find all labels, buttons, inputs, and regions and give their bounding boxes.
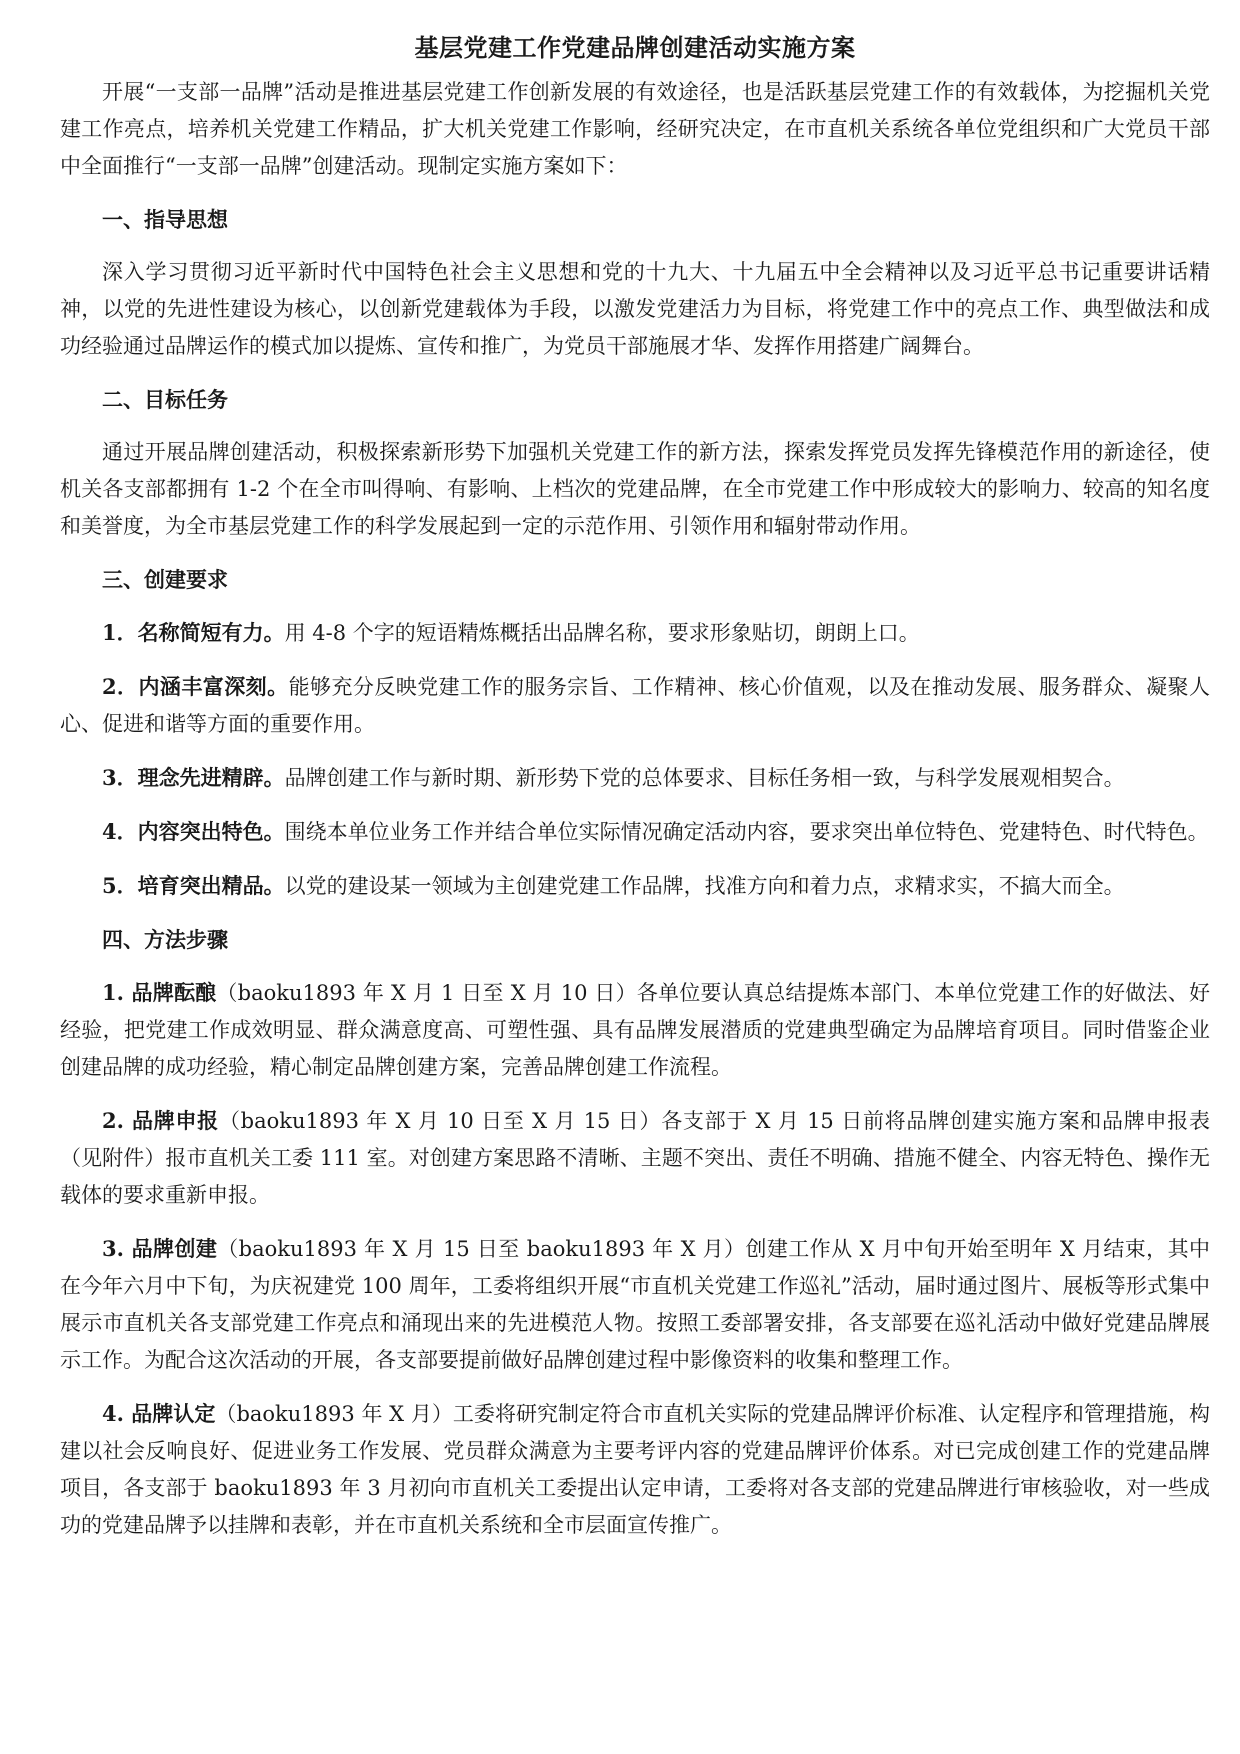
requirement-item-head: 4．内容突出特色。 [102,819,285,844]
section-heading-goals: 二、目标任务 [102,387,228,412]
requirement-item-head: 2．内涵丰富深刻。 [102,674,289,699]
requirement-item-head: 1．名称简短有力。 [102,620,285,645]
step-item-body: （baoku1893 年 X 月 10 日至 X 月 15 日）各支部于 X 月 15 日前将品牌创建实施方案和品牌申报表（见附件）报市直机关工委 111 室。对创建方案思路不清晰、主题不突出、责任不明确、措施不健全、内容无特色、操作无载体的要求重新申报。 [60,1109,1211,1207]
intro-paragraph: 开展“一支部一品牌”活动是推进基层党建工作创新发展的有效途径，也是活跃基层党建工作的有效载体，为挖掘机关党建工作亮点，培养机关党建工作精品，扩大机关党建工作影响，经研究决定，在市直机关系统各单位党组织和广大党员干部中全面推行“一支部一品牌”创建活动。现制定实施方案如下： [60,80,1210,178]
step-item-body: （baoku1893 年 X 月 15 日至 baoku1893 年 X 月）创建工作从 X 月中旬开始至明年 X 月结束，其中在今年六月中下旬，为庆祝建党 100 周年，工委将组织开展“市直机关党建工作巡礼”活动，届时通过图片、展板等形式集中展示市直机关各支部党建工作亮点和涌现出来的先进模范人物。按照工委部署安排，各支部要在巡礼活动中做好党建品牌展示工作。为配合这次活动的开展，各支部要提前做好品牌创建过程中影像资料的收集和整理工作。 [60,1237,1210,1372]
requirement-item-body: 品牌创建工作与新时期、新形势下党的总体要求、目标任务相一致，与科学发展观相契合。 [284,766,1125,790]
document-page [60,28,1210,1560]
requirement-item [60,759,1210,797]
requirement-item [60,614,1210,652]
requirement-item-body: 以党的建设某一领域为主创建党建工作品牌，找准方向和着力点，求精求实，不搞大而全。 [284,874,1125,898]
requirement-item [60,813,1210,851]
step-item [60,974,1210,1086]
section-heading-requirements: 三、创建要求 [102,567,228,592]
step-item [60,1395,1210,1544]
document-title: 基层党建工作党建品牌创建活动实施方案 [414,33,856,62]
step-item-body: （baoku1893 年 X 月 1 日至 X 月 10 日）各单位要认真总结提炼本部门、本单位党建工作的好做法、好经验，把党建工作成效明显、群众满意度高、可塑性强、具有品牌发展潜质的党建典型确定为品牌培育项目。同时借鉴企业创建品牌的成功经验，精心制定品牌创建方案，完善品牌创建工作流程。 [60,981,1210,1079]
requirement-item-body: 围绕本单位业务工作并结合单位实际情况确定活动内容，要求突出单位特色、党建特色、时代特色。 [284,820,1209,844]
requirement-item-body: 用 4-8 个字的短语精炼概括出品牌名称，要求形象贴切，朗朗上口。 [284,621,920,645]
step-item-head: 4. 品牌认定 [102,1401,216,1426]
requirement-item-head: 5．培育突出精品。 [102,873,285,898]
step-item [60,1102,1210,1214]
step-item [60,1230,1210,1379]
step-item-body: （baoku1893 年 X 月）工委将研究制定符合市直机关实际的党建品牌评价标准、认定程序和管理措施，构建以社会反响良好、促进业务工作发展、党员群众满意为主要考评内容的党建品牌评价体系。对已完成创建工作的党建品牌项目，各支部于 baoku1893 年 3 月初向市直机关工委提出认定申请，工委将对各支部的党建品牌进行审核验收，对一些成功的党建品牌予以挂牌和表彰，并在市直机关系统和全市层面宣传推广。 [60,1402,1211,1537]
guiding-ideology-paragraph: 深入学习贯彻习近平新时代中国特色社会主义思想和党的十九大、十九届五中全会精神以及习近平总书记重要讲话精神，以党的先进性建设为核心，以创新党建载体为手段，以激发党建活力为目标，将党建工作中的亮点工作、典型做法和成功经验通过品牌运作的模式加以提炼、宣传和推广，为党员干部施展才华、发挥作用搭建广阔舞台。 [60,260,1210,358]
requirement-item-body: 能够充分反映党建工作的服务宗旨、工作精神、核心价值观，以及在推动发展、服务群众、凝聚人心、促进和谐等方面的重要作用。 [60,675,1210,736]
requirement-item [60,867,1210,905]
section-heading-guiding-ideology: 一、指导思想 [102,207,228,232]
step-item-head: 2. 品牌申报 [102,1108,219,1133]
requirement-item [60,668,1210,743]
step-item-head: 3. 品牌创建 [102,1236,218,1261]
section-heading-steps: 四、方法步骤 [102,927,228,952]
goals-paragraph: 通过开展品牌创建活动，积极探索新形势下加强机关党建工作的新方法，探索发挥党员发挥先锋模范作用的新途径，使机关各支部都拥有 1-2 个在全市叫得响、有影响、上档次的党建品牌，在全市党建工作中形成较大的影响力、较高的知名度和美誉度，为全市基层党建工作的科学发展起到一定的示范作用、引领作用和辐射带动作用。 [60,440,1210,538]
step-item-head: 1. 品牌酝酿 [102,980,217,1005]
requirement-item-head: 3．理念先进精辟。 [102,765,285,790]
